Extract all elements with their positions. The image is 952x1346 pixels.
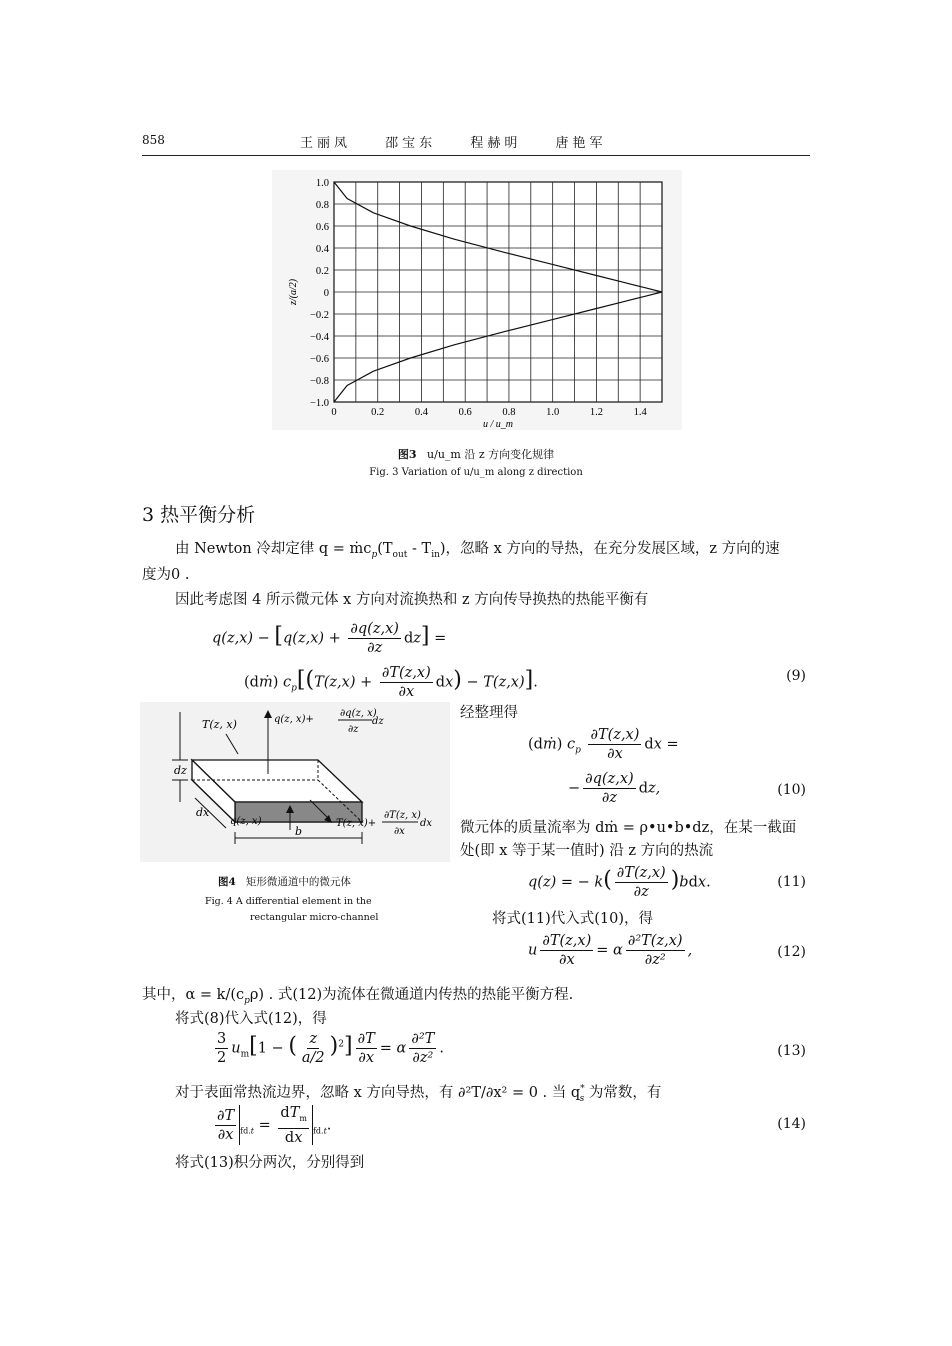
para-newton-d: )，忽略 x 方向的导热，在充分发展区域，z 方向的速 [439, 541, 780, 557]
text-sub8into12: 将式(8)代入式(12)，得 [175, 1011, 327, 1027]
equation-9-line2: (dṁ) $c_p[(T(z,x)$ + $\frac{\partial T(z,x)}{\partial x}$ dx) − T(z,x)]. [244, 665, 538, 700]
velocity-profile-chart [272, 170, 682, 430]
fig4-caption-cn [218, 874, 351, 889]
y-tick-label: 0.8 [315, 200, 329, 211]
fig3-caption-text: u/u_m 沿 z 方向变化规律 [427, 448, 555, 461]
y-tick-label: −1.0 [309, 398, 329, 409]
text-qizhong-b: ρ) . 式(12)为流体在微通道内传热的热能平衡方程. [249, 987, 574, 1003]
header-authors [300, 132, 606, 151]
y-tick-label: −0.4 [309, 332, 329, 343]
eq-number-11: (11) [777, 874, 806, 890]
x-tick-label: 0 [331, 407, 337, 418]
eq-number-10: (10) [777, 782, 806, 798]
q-top-label: q(z, x)+ [274, 714, 314, 725]
b-label: b [295, 825, 303, 838]
text-qizhong: 其中，$\alpha = k/(c_p\rho)$ . 式(12)为流体在微通道内传热的热能平衡方程. [142, 987, 574, 1006]
fig3-label: 图3 [397, 448, 417, 461]
svg-text:∂x: ∂x [394, 826, 405, 837]
header-rule [142, 155, 810, 156]
y-tick-label: 0 [323, 288, 329, 299]
para-newton-a: 由 Newton 冷却定律 q = ṁc [175, 541, 372, 557]
x-tick-label: 0.2 [371, 407, 385, 418]
equation-14: $\frac{\partial T}{\partial x}$ $_{fd.t}$ = $\frac{dT_m}{dx}$ $_{fd.t}$. [217, 1105, 332, 1146]
dx-label: dx [196, 806, 210, 819]
x-tick-label: 1.4 [633, 407, 647, 418]
fig3-caption-en: Fig. 3 Variation of u/u_m along z direction [369, 467, 583, 478]
y-axis-label: z/(a/2) [288, 278, 299, 306]
y-tick-label: −0.6 [309, 354, 329, 365]
x-tick-label: 0.6 [458, 407, 472, 418]
author-2: 邵宝东 [385, 136, 437, 151]
differential-element-figure [140, 702, 450, 862]
equation-10-line1: (dṁ) $c_p$ $\frac{\partial T(z,x)}{\partial x}$ dx = [528, 727, 679, 762]
y-tick-label: 0.2 [315, 266, 329, 277]
fig4-caption-en-2: rectangular micro-channel [250, 912, 379, 923]
T-out-label: T(z, x)+ [336, 818, 377, 829]
equation-13: $\frac{3}{2}$ $u_m[1$ − ( $\frac{z}{a/2}$ )$^2$] $\frac{\partial T}{\partial x}$ = α $\frac{\text{∂²T}}{\text{∂z²}}$ . [217, 1031, 444, 1066]
y-tick-label: −0.8 [309, 376, 329, 387]
section-title: 3 热平衡分析 [142, 504, 256, 526]
text-jingzheng: 经整理得 [460, 705, 518, 721]
dz-label: dz [174, 764, 187, 777]
svg-text:∂q(z, x): ∂q(z, x) [340, 708, 377, 719]
y-tick-label: 1.0 [315, 178, 329, 189]
para-newton: 由 Newton 冷却定律 $q = ṁc_p(T_{out} - T_{in})$，忽略 x 方向的导热，在充分发展区域，z 方向的速 [175, 541, 780, 560]
x-axis-label: u / u_m [483, 419, 513, 430]
eq-number-9: (9) [786, 668, 806, 684]
author-4: 唐艳军 [555, 136, 607, 151]
x-tick-label: 1.0 [546, 407, 560, 418]
eq-number-12: (12) [777, 944, 806, 960]
text-boundary-a: 对于表面常热流边界，忽略 x 方向导热，有 ∂²T/∂x² = 0 . 当 q [175, 1084, 581, 1101]
text-boundary-b: 为常数，有 [584, 1084, 662, 1101]
equation-12: u $\frac{\partial T(z,x)}{\partial x}$ = α $\frac{\text{∂²T(z,x)}}{\text{∂z²}}$ , [528, 933, 693, 968]
author-3: 程赫明 [470, 136, 522, 151]
para-newton-line2: 度为0 . [142, 567, 190, 583]
para-newton-b: (T [377, 541, 393, 557]
page-number: 858 [142, 133, 165, 147]
equation-10-line2: − $\frac{\partial q(z,x)}{\partial z}$ dz, [568, 771, 661, 806]
fig4-caption-text: 矩形微通道中的微元体 [245, 876, 351, 888]
x-tick-label: 0.8 [502, 407, 516, 418]
fig3-caption-cn [0, 446, 952, 462]
q-bottom-label: q(z, x) [230, 816, 262, 827]
svg-text:dx: dx [420, 818, 433, 829]
x-tick-label: 1.2 [589, 407, 603, 418]
eq-number-14: (14) [777, 1116, 806, 1132]
text-qizhong-a: 其中，α = k/(c [142, 987, 245, 1003]
para-newton-c: - T [407, 541, 432, 557]
x-tick-label: 0.4 [414, 407, 429, 418]
svg-text:∂z: ∂z [348, 724, 359, 735]
svg-text:∂T(z, x): ∂T(z, x) [384, 810, 421, 821]
fig4-caption-en-1: Fig. 4 A differential element in the [205, 896, 372, 907]
y-tick-label: −0.2 [309, 310, 329, 321]
fig4-label: 图4 [218, 876, 236, 888]
y-tick-label: 0.6 [315, 222, 329, 233]
equation-11: q(z) = − k( $\frac{\partial T(z,x)}{\partial z}$ )bdx. [528, 865, 711, 900]
author-1: 王丽凤 [300, 136, 352, 151]
eq-number-13: (13) [777, 1043, 806, 1059]
text-sub11into10: 将式(11)代入式(10)，得 [492, 911, 654, 927]
text-integrate: 将式(13)积分两次，分别得到 [175, 1155, 365, 1171]
svg-text:dz: dz [372, 716, 384, 727]
text-massflow: 微元体的质量流率为 dṁ = ρ•u•b•dz，在某一截面 [460, 820, 797, 836]
y-tick-label: 0.4 [315, 244, 329, 255]
text-chu: 处(即 x 等于某一值时) 沿 z 方向的热流 [460, 843, 714, 859]
text-boundary: 对于表面常热流边界，忽略 x 方向导热，有 ∂²T/∂x² = 0 . 当 $q^*_s$ 为常数，有 [175, 1084, 662, 1104]
para-consider: 因此考虑图 4 所示微元体 x 方向对流换热和 z 方向传导换热的热能平衡有 [175, 592, 649, 608]
equation-9-line1: q(z,x) − [q(z,x) + $\frac{\partial q(z,x)}{\partial z}$ dz] = [212, 621, 447, 656]
T-label: T(z, x) [202, 718, 237, 731]
